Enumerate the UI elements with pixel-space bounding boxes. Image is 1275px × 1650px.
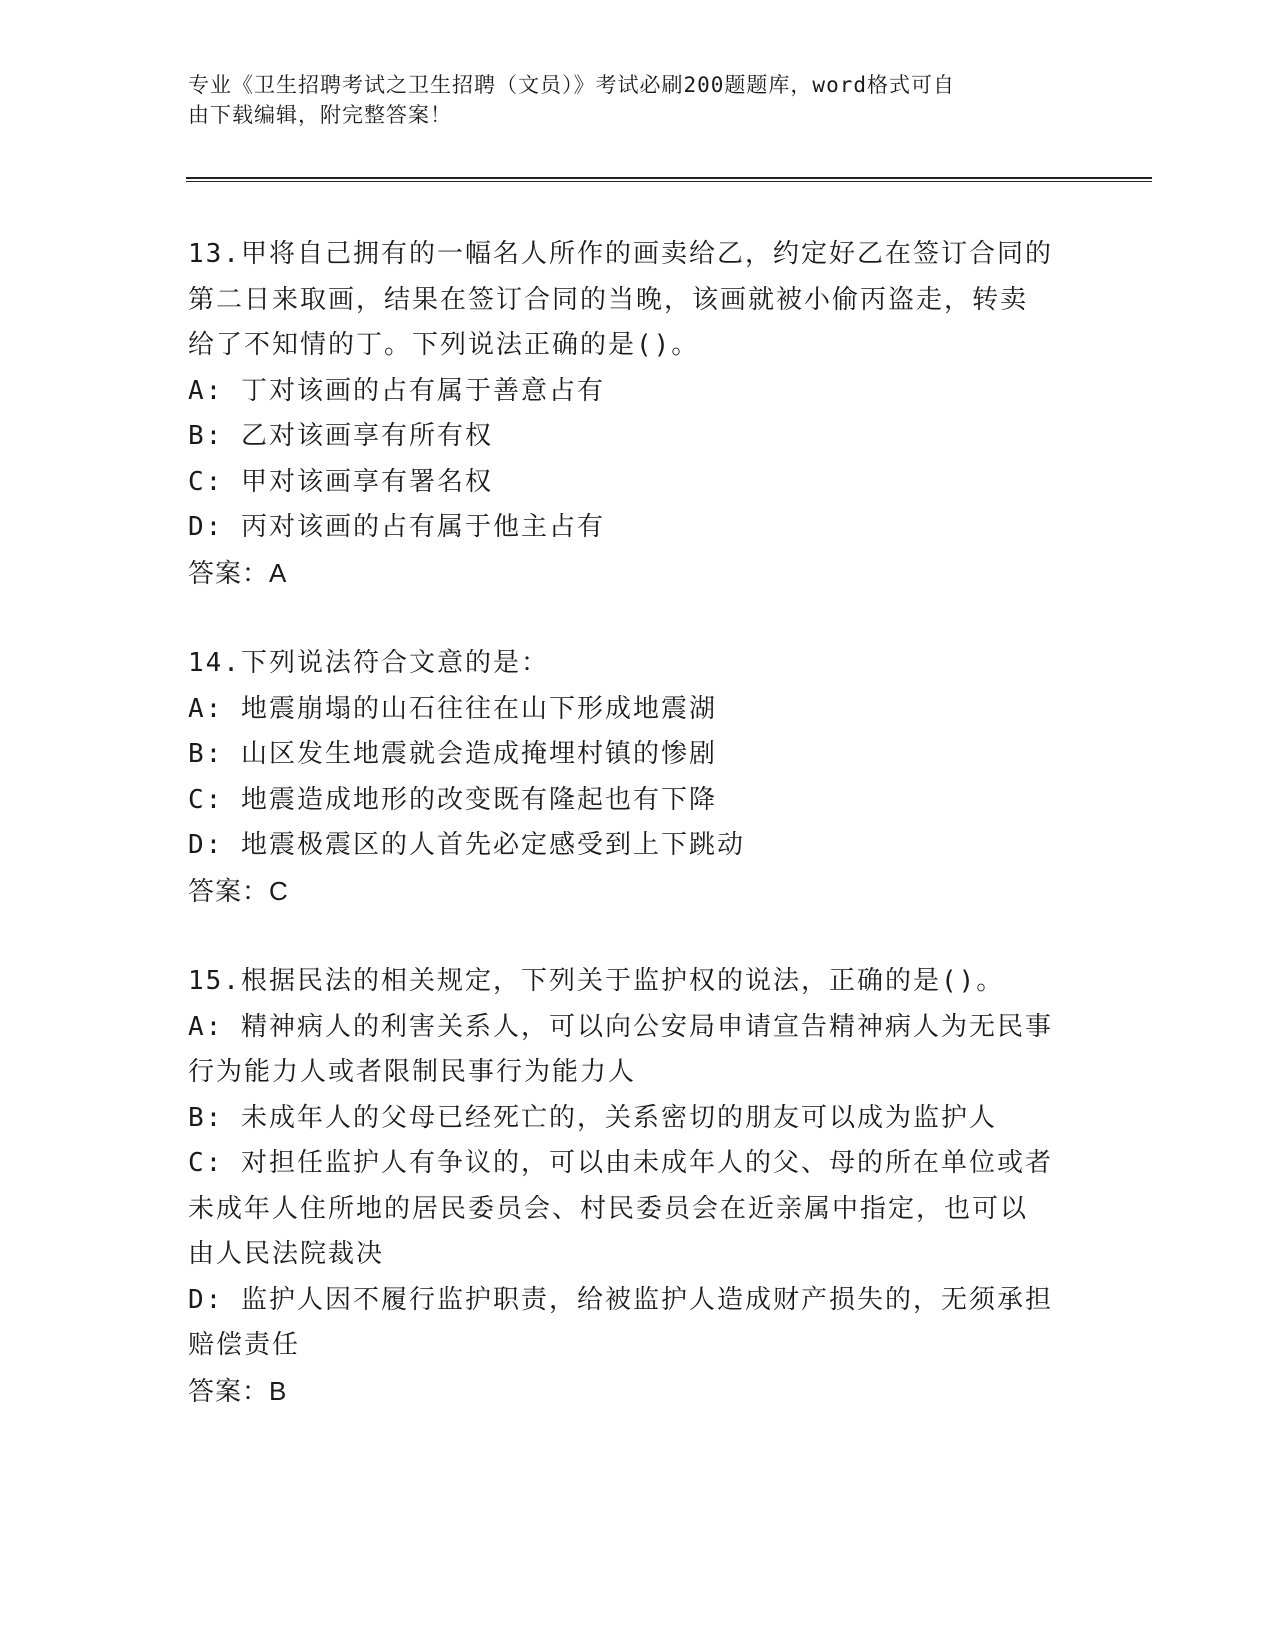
answer: 答案：A <box>188 557 288 588</box>
option-d-continued: 赔偿责任 <box>188 1330 301 1360</box>
question-13 <box>188 232 1088 596</box>
question-15 <box>188 959 1088 1414</box>
question-stem-line: 给了不知情的丁。下列说法正确的是()。 <box>188 330 700 360</box>
option-b: B: 山区发生地震就会造成掩埋村镇的惨剧 <box>188 739 717 769</box>
option-a: A: 精神病人的利害关系人，可以向公安局申请宣告精神病人为无民事 <box>188 1011 1053 1042</box>
option-c: C: 地震造成地形的改变既有隆起也有下降 <box>188 784 717 815</box>
option-d: D: 丙对该画的占有属于他主占有 <box>188 512 605 542</box>
option-b: B: 未成年人的父母已经死亡的，关系密切的朋友可以成为监护人 <box>188 1102 997 1133</box>
option-a-continued: 行为能力人或者限制民事行为能力人 <box>188 1057 637 1087</box>
document-header <box>188 70 1068 130</box>
option-b: B: 乙对该画享有所有权 <box>188 421 493 451</box>
question-stem-line: 第二日来取画，结果在签订合同的当晚，该画就被小偷丙盗走，转卖 <box>188 284 1029 315</box>
header-line-1: 专业《卫生招聘考试之卫生招聘（文员）》考试必刷200题题库，word格式可自 <box>188 73 955 97</box>
question-stem-line: 15.根据民法的相关规定，下列关于监护权的说法，正确的是()。 <box>188 966 1005 996</box>
option-c-continued: 由人民法院裁决 <box>188 1239 385 1269</box>
option-a: A: 地震崩塌的山石往往在山下形成地震湖 <box>188 693 717 724</box>
header-line-2: 由下载编辑，附完整答案！ <box>188 103 452 127</box>
question-14 <box>188 641 1088 914</box>
option-d: D: 地震极震区的人首先必定感受到上下跳动 <box>188 830 745 860</box>
answer: 答案：B <box>188 1375 288 1406</box>
question-list <box>188 232 1088 1459</box>
answer: 答案：C <box>188 875 289 906</box>
option-c: C: 甲对该画享有署名权 <box>188 466 493 497</box>
question-stem-line: 13.甲将自己拥有的一幅名人所作的画卖给乙，约定好乙在签订合同的 <box>188 239 1053 269</box>
header-divider <box>186 177 1152 182</box>
option-c-continued: 未成年人住所地的居民委员会、村民委员会在近亲属中指定，也可以 <box>188 1193 1029 1224</box>
option-d: D: 监护人因不履行监护职责，给被监护人造成财产损失的，无须承担 <box>188 1284 1053 1315</box>
option-c: C: 对担任监护人有争议的，可以由未成年人的父、母的所在单位或者 <box>188 1148 1053 1178</box>
option-a: A: 丁对该画的占有属于善意占有 <box>188 375 605 406</box>
question-stem-line: 14.下列说法符合文意的是： <box>188 648 549 678</box>
